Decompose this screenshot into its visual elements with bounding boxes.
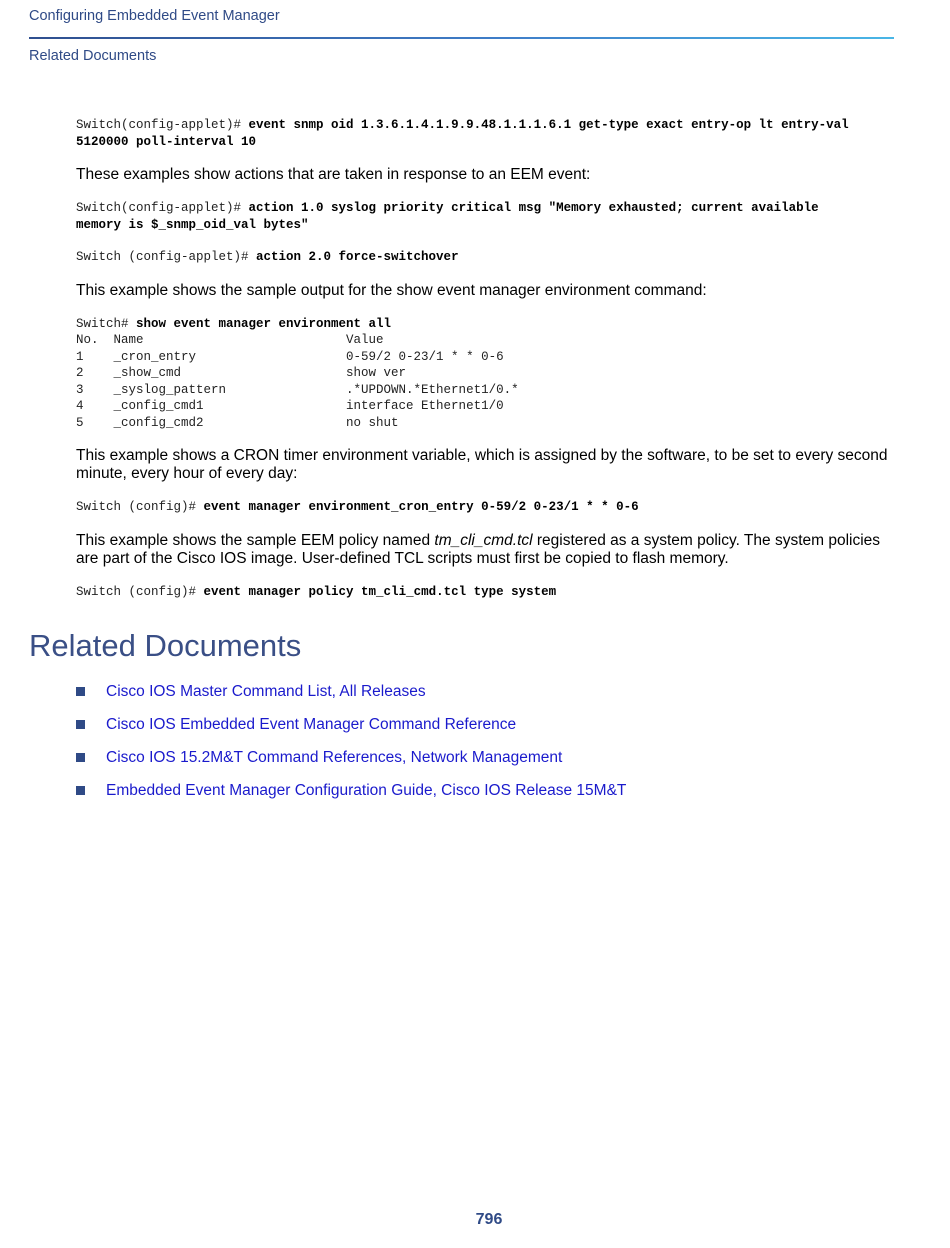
link-eem-command-reference[interactable]: Cisco IOS Embedded Event Manager Command Reference [106,715,517,733]
link-network-management-reference[interactable]: Cisco IOS 15.2M&T Command References, Network Management [106,748,563,766]
env-table-row: 2 _show_cmd show ver [76,366,407,380]
code-block-syslog-action: Switch(config-applet)# action 1.0 syslog priority critical msg "Memory exhausted; current available memory is $_snmp_oid_val bytes" [76,201,819,232]
env-table-row: 3 _syslog_pattern .*UPDOWN.*Ethernet1/0.* [76,382,519,397]
square-bullet-icon [76,786,85,795]
paragraph-policy: This example shows the sample EEM policy named tm_cli_cmd.tcl registered as a system policy. The system policies are part of the Cisco IOS image. User-defined TCL scripts must first be copied to flash memory. [76,531,881,567]
code-block-policy: Switch (config)# event manager policy tm_cli_cmd.tcl type system [76,584,557,599]
list-item [76,675,626,708]
related-documents-list [76,675,626,807]
env-table-header: No. Name Value [76,333,384,347]
square-bullet-icon [76,753,85,762]
link-master-command-list[interactable]: Cisco IOS Master Command List, All Releases [106,682,426,700]
header-section-title: Related Documents [29,48,157,64]
header-divider [29,37,894,39]
code-block-env-output: Switch# show event manager environment all No. Name Value 1 _cron_entry 0-59/2 0-23/1 * * 0-6 2 _show_cmd show ver 3 _syslog_pattern .*UPDOWN.*Ethernet1/0.* 4 _config_cmd1 interface Ethernet1/0 5 _config_cmd2 no shut [76,316,519,430]
document-body [76,117,906,600]
paragraph-cron: This example shows a CRON timer environment variable, which is assigned by the software, to be set to every second minute, every hour of every day: [76,447,888,482]
square-bullet-icon [76,687,85,696]
list-item [76,774,626,807]
env-table-row: 4 _config_cmd1 interface Ethernet1/0 [76,399,504,413]
page-number: 796 [475,1211,503,1228]
paragraph-env-output: This example shows the sample output for the show event manager environment command: [76,281,707,299]
code-block-switchover-action: Switch (config-applet)# action 2.0 force-switchover [76,250,459,264]
code-block-cron-entry: Switch (config)# event manager environment_cron_entry 0-59/2 0-23/1 * * 0-6 [76,500,639,514]
paragraph-actions: These examples show actions that are taken in response to an EEM event: [76,166,591,183]
list-item [76,708,626,741]
link-eem-configuration-guide[interactable]: Embedded Event Manager Configuration Guide, Cisco IOS Release 15M&T [106,781,627,799]
related-documents-heading: Related Documents [29,628,302,663]
list-item [76,741,626,774]
square-bullet-icon [76,720,85,729]
env-table-row: 1 _cron_entry 0-59/2 0-23/1 * * 0-6 [76,349,504,364]
code-block-snmp-event: Switch(config-applet)# event snmp oid 1.3.6.1.4.1.9.9.48.1.1.1.6.1 get-type exact entry-op lt entry-val 5120000 poll-interval 10 [76,118,849,149]
env-table-row: 5 _config_cmd2 no shut [76,415,399,430]
header-chapter-title: Configuring Embedded Event Manager [29,8,280,24]
